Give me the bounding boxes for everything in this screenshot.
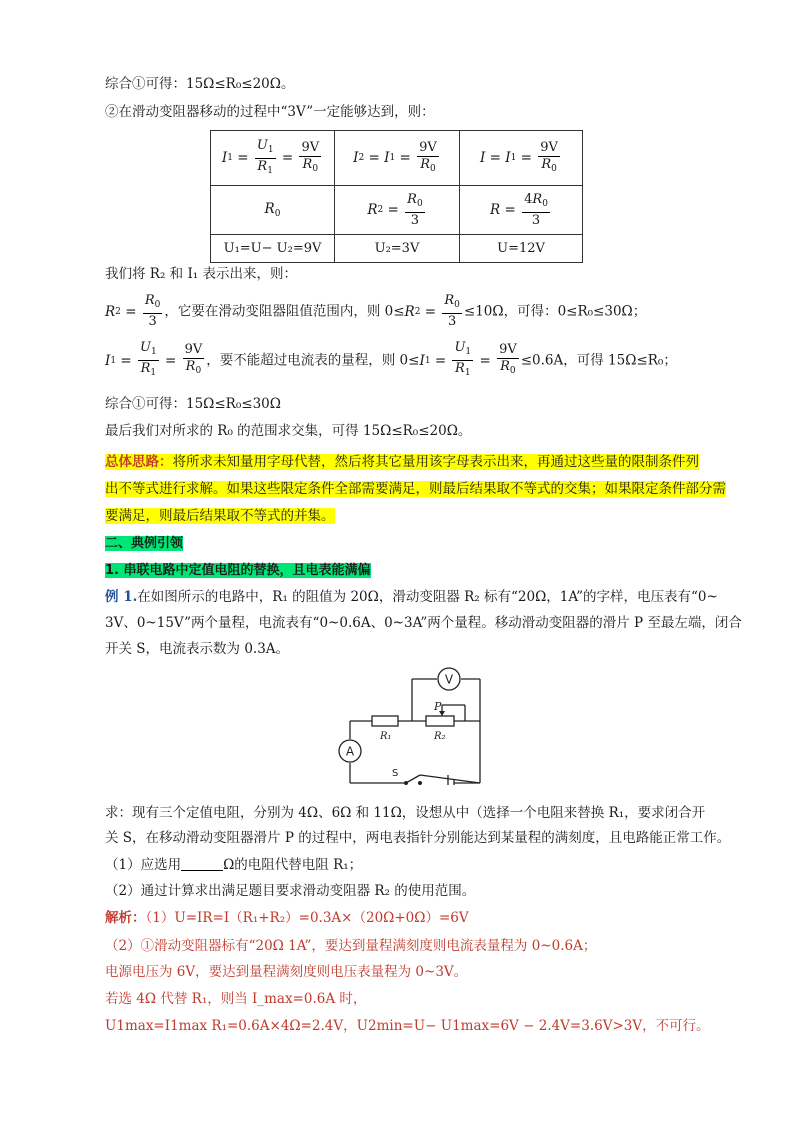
condition-line-2: ②在滑动变阻器移动的过程中“3V”一定能够达到，则： xyxy=(105,104,435,120)
r2-inequality-line: R 2 = $\frac{R_0}{3}$ ，它要在滑动变阻器阻值范围内，则 0≤ R 2 = $\frac{R_0}{3}$ ≤10Ω，可得：0≤R₀≤30Ω； xyxy=(105,293,647,329)
summary-line-1: 综合①可得：15Ω≤R₀≤20Ω。 xyxy=(105,76,295,92)
switch-contact-right xyxy=(418,781,422,785)
answer-line-1: 解析：（1）U=IR=I（R₁+R₂）=0.3A×（20Ω+0Ω）=6V xyxy=(105,910,469,926)
answer-line-2: （2）①滑动变阻器标有“20Ω 1A”，要达到量程满刻度则电流表量程为 0~0.6A； xyxy=(105,938,597,954)
question-line-2: 关 S，在移动滑动变阻器滑片 P 的过程中，两电表指针分别能达到某量程的满刻度，且电路能正常工作。 xyxy=(105,830,731,846)
combine-line: 综合①可得：15Ω≤R₀≤30Ω xyxy=(105,396,281,412)
final-range-line: 最后我们对所求的 R₀ 的范围求交集，可得 15Ω≤R₀≤20Ω。 xyxy=(105,423,472,439)
question-1: （1）应选用 Ω的电阻代替电阻 R₁； xyxy=(105,857,363,873)
summary-block-line-3: 要满足，则最后结果取不等式的并集。 xyxy=(105,508,335,524)
r1-label: R₁ xyxy=(380,731,392,742)
cell-r2: R 2 = $\frac{R_0}{3}$ xyxy=(335,186,460,235)
section-title: 二、典例引领 xyxy=(105,536,184,551)
example-label: 例 1. xyxy=(105,589,138,605)
cell-u2: U₂=3V xyxy=(335,235,460,263)
question-2: （2）通过计算求出满足题目要求滑动变阻器 R₂ 的使用范围。 xyxy=(105,883,476,899)
i1-inequality-line: I 1 = $\frac{U_1}{R_1}$ = $\frac{9V}{R_0}$ ，要不能超过电流表的量程，则 0≤ I 1 = $\frac{U_1}{R_1}$ = $\frac{9V}{R_0}$ ≤0.6A，可得 15Ω≤R₀； xyxy=(105,340,677,378)
answer-blank[interactable] xyxy=(181,857,223,871)
cell-i: I = I 1 = $\frac{9V}{R_0}$ xyxy=(460,131,583,186)
calculation-table xyxy=(210,130,583,263)
summary-block-line-2: 出不等式进行求解。如果这些限定条件全部需要满足，则最后结果取不等式的交集；如果限定条件部分需 xyxy=(105,481,726,497)
resistor-r2 xyxy=(426,716,454,726)
cell-u: U=12V xyxy=(460,235,583,263)
answer-line-5: U1max=I1max R₁=0.6A×4Ω=2.4V，U2min=U− U1max=6V − 2.4V=3.6V>3V，不可行。 xyxy=(105,1018,710,1034)
r2-label: R₂ xyxy=(434,731,446,742)
example-line-1: 例 1.在如图所示的电路中，R₁ 的阻值为 20Ω，滑动变阻器 R₂ 标有“20Ω，1A”的字样，电压表有“0~ xyxy=(105,589,718,605)
cell-u1: U₁=U− U₂=9V xyxy=(211,235,335,263)
slider-label: P xyxy=(434,700,442,713)
switch-lever xyxy=(406,775,420,783)
switch-label: S xyxy=(392,768,399,779)
cell-i1: I 1 = $\frac{U_1}{R_1}$ = $\frac{9V}{R_0}$ xyxy=(211,131,335,186)
summary-label: 总体思路： xyxy=(105,454,173,470)
ammeter-label: A xyxy=(345,744,355,759)
example-line-2: 3V、0~15V”两个量程，电流表有“0~0.6A、0~3A”两个量程。移动滑动变阻器的滑片 P 至最左端，闭合 xyxy=(105,615,742,631)
resistor-r1 xyxy=(372,716,398,726)
answer-line-4: 若选 4Ω 代替 R₁，则当 I_max=0.6A 时， xyxy=(105,991,367,1007)
section-subtitle: 1. 串联电路中定值电阻的替换，且电表能满偏 xyxy=(105,563,371,578)
voltmeter-label: V xyxy=(444,672,454,687)
answer-label: 解析： xyxy=(105,910,146,926)
cell-r0: $R_0$ xyxy=(211,186,335,235)
circuit-diagram xyxy=(330,663,490,785)
question-line-1: 求：现有三个定值电阻，分别为 4Ω、6Ω 和 11Ω，设想从中（选择一个电阻来替换 R₁，要求闭合开 xyxy=(105,805,706,821)
cell-i2: I 2 = I 1 = $\frac{9V}{R_0}$ xyxy=(335,131,460,186)
answer-line-3: 电源电压为 6V，要达到量程满刻度则电压表量程为 0~3V。 xyxy=(105,964,468,980)
summary-block-line-1: 总体思路：将所求未知量用字母代替，然后将其它量用该字母表示出来，再通过这些量的限制条件列 xyxy=(105,454,699,470)
derive-intro: 我们将 R₂ 和 I₁ 表示出来，则： xyxy=(105,266,297,282)
example-line-3: 开关 S，电流表示数为 0.3A。 xyxy=(105,641,290,657)
cell-r: R = $\frac{4R_0}{3}$ xyxy=(460,186,583,235)
